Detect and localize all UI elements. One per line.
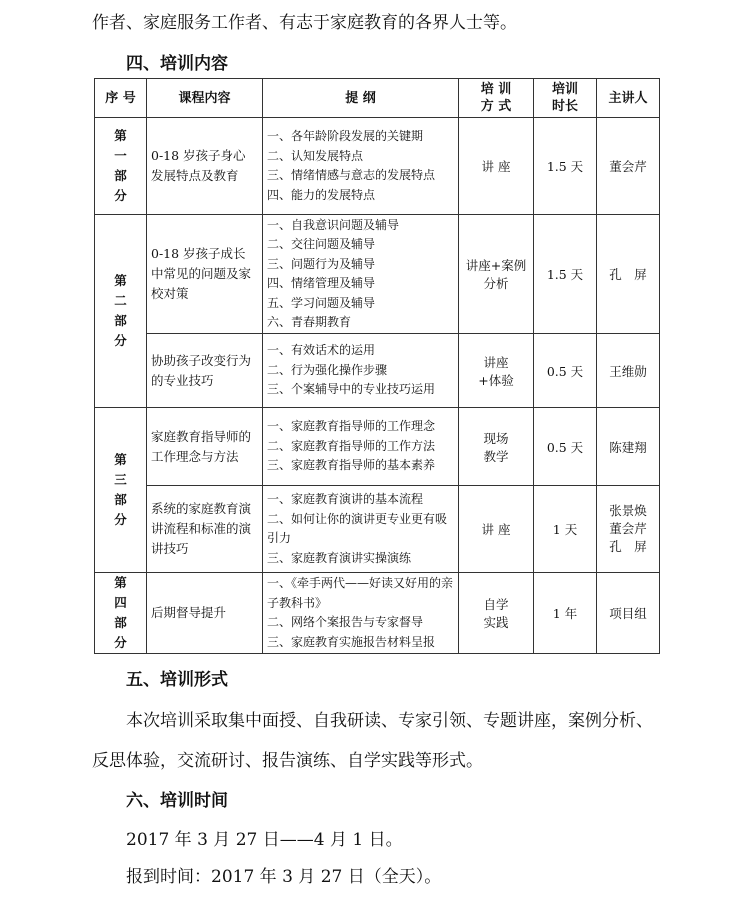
table-row (95, 334, 660, 408)
table-row (95, 215, 660, 334)
training-content-table (94, 78, 660, 654)
outline-cell: 一、《牵手两代——好读又好用的亲子教科书》 二、网络个案报告与专家督导 三、家庭教育实施报告材料呈报 (263, 573, 459, 654)
header-duration: 培训 时长 (534, 79, 597, 118)
part-label: 第 二 部 分 (95, 215, 147, 408)
header-method: 培 训 方 式 (459, 79, 534, 118)
outline-cell: 一、有效话术的运用 二、行为强化操作步骤 三、个案辅导中的专业技巧运用 (263, 334, 459, 408)
outline-cell: 一、各年龄阶段发展的关键期 二、认知发展特点 三、情绪情感与意志的发展特点 四、能力的发展特点 (263, 118, 459, 215)
part-label: 第 四 部 分 (95, 573, 147, 654)
part-label: 第 一 部 分 (95, 118, 147, 215)
table-row (95, 118, 660, 215)
speaker-cell: 张景焕 董会芹 孔 屏 (597, 486, 660, 573)
outline-cell: 一、家庭教育演讲的基本流程 二、如何让你的演讲更专业更有吸引力 三、家庭教育演讲实操演练 (263, 486, 459, 573)
course-cell: 协助孩子改变行为的专业技巧 (147, 334, 263, 408)
header-course: 课程内容 (147, 79, 263, 118)
header-outline: 提 纲 (263, 79, 459, 118)
duration-cell: 0.5 天 (534, 408, 597, 486)
section-4-heading: 四、培训内容 (126, 54, 228, 74)
course-cell: 0-18 岁孩子身心发展特点及教育 (147, 118, 263, 215)
course-cell: 后期督导提升 (147, 573, 263, 654)
duration-cell: 1.5 天 (534, 215, 597, 334)
outline-cell: 一、家庭教育指导师的工作理念 二、家庭教育指导师的工作方法 三、家庭教育指导师的基本素养 (263, 408, 459, 486)
speaker-cell: 董会芹 (597, 118, 660, 215)
speaker-cell: 王维勋 (597, 334, 660, 408)
duration-cell: 1.5 天 (534, 118, 597, 215)
report-time: 报到时间：2017 年 3 月 27 日（全天）。 (126, 867, 442, 887)
section-5-text-line-1: 本次培训采取集中面授、自我研读、专家引领、专题讲座，案例分析、 (126, 711, 653, 731)
training-dates: 2017 年 3 月 27 日——4 月 1 日。 (126, 830, 403, 850)
header-speaker: 主讲人 (597, 79, 660, 118)
method-cell: 讲 座 (459, 118, 534, 215)
method-cell: 讲座+案例 分析 (459, 215, 534, 334)
outline-cell: 一、自我意识问题及辅导 二、交往问题及辅导 三、问题行为及辅导 四、情绪管理及辅导 五、学习问题及辅导 六、青春期教育 (263, 215, 459, 334)
table-header-row (95, 79, 660, 118)
section-6-heading: 六、培训时间 (126, 791, 228, 811)
course-cell: 家庭教育指导师的工作理念与方法 (147, 408, 263, 486)
method-cell: 自学 实践 (459, 573, 534, 654)
method-cell: 现场 教学 (459, 408, 534, 486)
intro-line: 作者、家庭服务工作者、有志于家庭教育的各界人士等。 (92, 13, 517, 33)
header-seq: 序 号 (95, 79, 147, 118)
method-cell: 讲 座 (459, 486, 534, 573)
course-cell: 0-18 岁孩子成长中常见的问题及家校对策 (147, 215, 263, 334)
table-row (95, 573, 660, 654)
section-5-heading: 五、培训形式 (126, 670, 228, 690)
method-cell: 讲座 +体验 (459, 334, 534, 408)
speaker-cell: 项目组 (597, 573, 660, 654)
table-row (95, 408, 660, 486)
part-label: 第 三 部 分 (95, 408, 147, 573)
speaker-cell: 孔 屏 (597, 215, 660, 334)
table-row (95, 486, 660, 573)
duration-cell: 1 天 (534, 486, 597, 573)
speaker-cell: 陈建翔 (597, 408, 660, 486)
section-5-text-line-2: 反思体验，交流研讨、报告演练、自学实践等形式。 (92, 751, 483, 771)
duration-cell: 1 年 (534, 573, 597, 654)
duration-cell: 0.5 天 (534, 334, 597, 408)
course-cell: 系统的家庭教育演讲流程和标准的演讲技巧 (147, 486, 263, 573)
